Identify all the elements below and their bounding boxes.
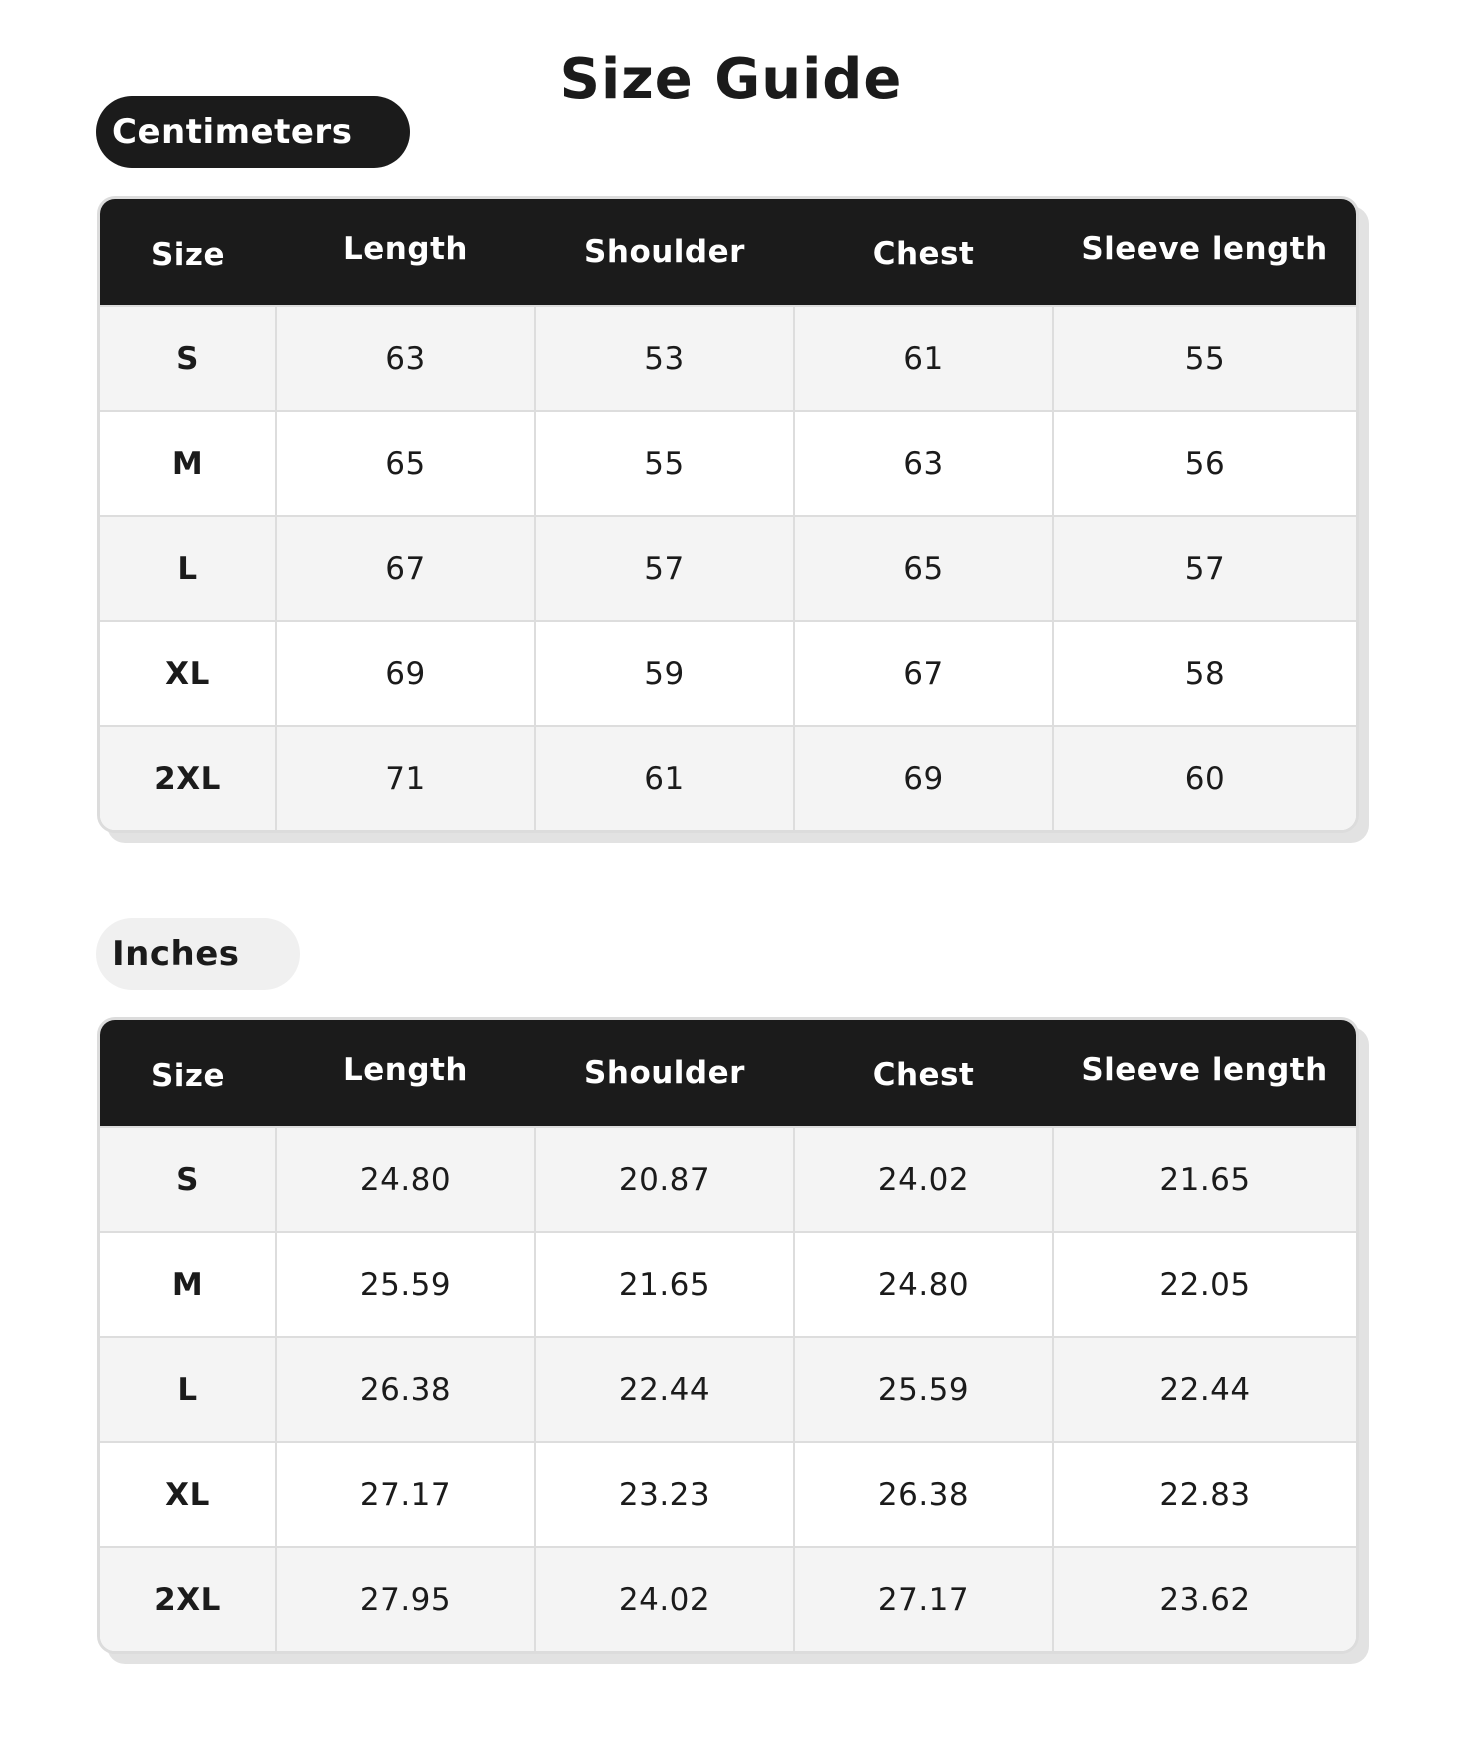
table-row [100,1337,1356,1442]
cell-length: 65 [276,411,535,516]
cell-chest: 69 [794,726,1053,830]
inches-table [97,1017,1359,1654]
table-row [100,1547,1356,1651]
table-row [100,306,1356,411]
cell-size: 2XL [100,726,276,830]
cell-length: 71 [276,726,535,830]
cell-chest: 67 [794,621,1053,726]
header-sleeve-length: Sleeve length [1053,199,1356,306]
table-header-row [100,199,1356,306]
cell-sleeve-length: 58 [1053,621,1356,726]
cell-shoulder: 61 [535,726,794,830]
table-row [100,726,1356,830]
cell-shoulder: 59 [535,621,794,726]
cell-size: S [100,1127,276,1232]
inches-tab[interactable]: Inches [96,918,300,990]
cell-sleeve-length: 23.62 [1053,1547,1356,1651]
cell-chest: 63 [794,411,1053,516]
cell-shoulder: 57 [535,516,794,621]
cell-size: 2XL [100,1547,276,1651]
cell-sleeve-length: 57 [1053,516,1356,621]
header-size: Size [100,199,276,306]
cell-size: XL [100,1442,276,1547]
cell-length: 63 [276,306,535,411]
header-length: Length [276,1020,535,1127]
cell-shoulder: 21.65 [535,1232,794,1337]
cell-chest: 26.38 [794,1442,1053,1547]
cell-shoulder: 22.44 [535,1337,794,1442]
cell-sleeve-length: 22.44 [1053,1337,1356,1442]
cell-size: L [100,1337,276,1442]
cell-sleeve-length: 22.83 [1053,1442,1356,1547]
cell-sleeve-length: 60 [1053,726,1356,830]
cell-shoulder: 24.02 [535,1547,794,1651]
cell-sleeve-length: 56 [1053,411,1356,516]
cell-size: L [100,516,276,621]
cell-length: 27.95 [276,1547,535,1651]
table-row [100,411,1356,516]
header-chest: Chest [794,1020,1053,1127]
cell-chest: 25.59 [794,1337,1053,1442]
header-size: Size [100,1020,276,1127]
cell-chest: 61 [794,306,1053,411]
cell-chest: 24.02 [794,1127,1053,1232]
cell-sleeve-length: 22.05 [1053,1232,1356,1337]
header-length: Length [276,199,535,306]
table-header-row [100,1020,1356,1127]
table-row [100,516,1356,621]
cell-sleeve-length: 55 [1053,306,1356,411]
cell-length: 27.17 [276,1442,535,1547]
cell-shoulder: 55 [535,411,794,516]
table-row [100,1127,1356,1232]
page-title: Size Guide [559,47,903,112]
table-row [100,621,1356,726]
cell-chest: 65 [794,516,1053,621]
cell-shoulder: 53 [535,306,794,411]
cell-size: XL [100,621,276,726]
cell-length: 69 [276,621,535,726]
cell-size: M [100,1232,276,1337]
centimeters-table [97,196,1359,833]
cell-length: 24.80 [276,1127,535,1232]
cell-chest: 27.17 [794,1547,1053,1651]
centimeters-tab[interactable]: Centimeters [96,96,410,168]
table-row [100,1232,1356,1337]
cell-size: M [100,411,276,516]
cell-chest: 24.80 [794,1232,1053,1337]
cell-sleeve-length: 21.65 [1053,1127,1356,1232]
header-sleeve-length: Sleeve length [1053,1020,1356,1127]
cell-length: 25.59 [276,1232,535,1337]
cell-size: S [100,306,276,411]
header-chest: Chest [794,199,1053,306]
header-shoulder: Shoulder [535,1020,794,1127]
cell-shoulder: 23.23 [535,1442,794,1547]
cell-length: 67 [276,516,535,621]
table-row [100,1442,1356,1547]
cell-shoulder: 20.87 [535,1127,794,1232]
header-shoulder: Shoulder [535,199,794,306]
cell-length: 26.38 [276,1337,535,1442]
